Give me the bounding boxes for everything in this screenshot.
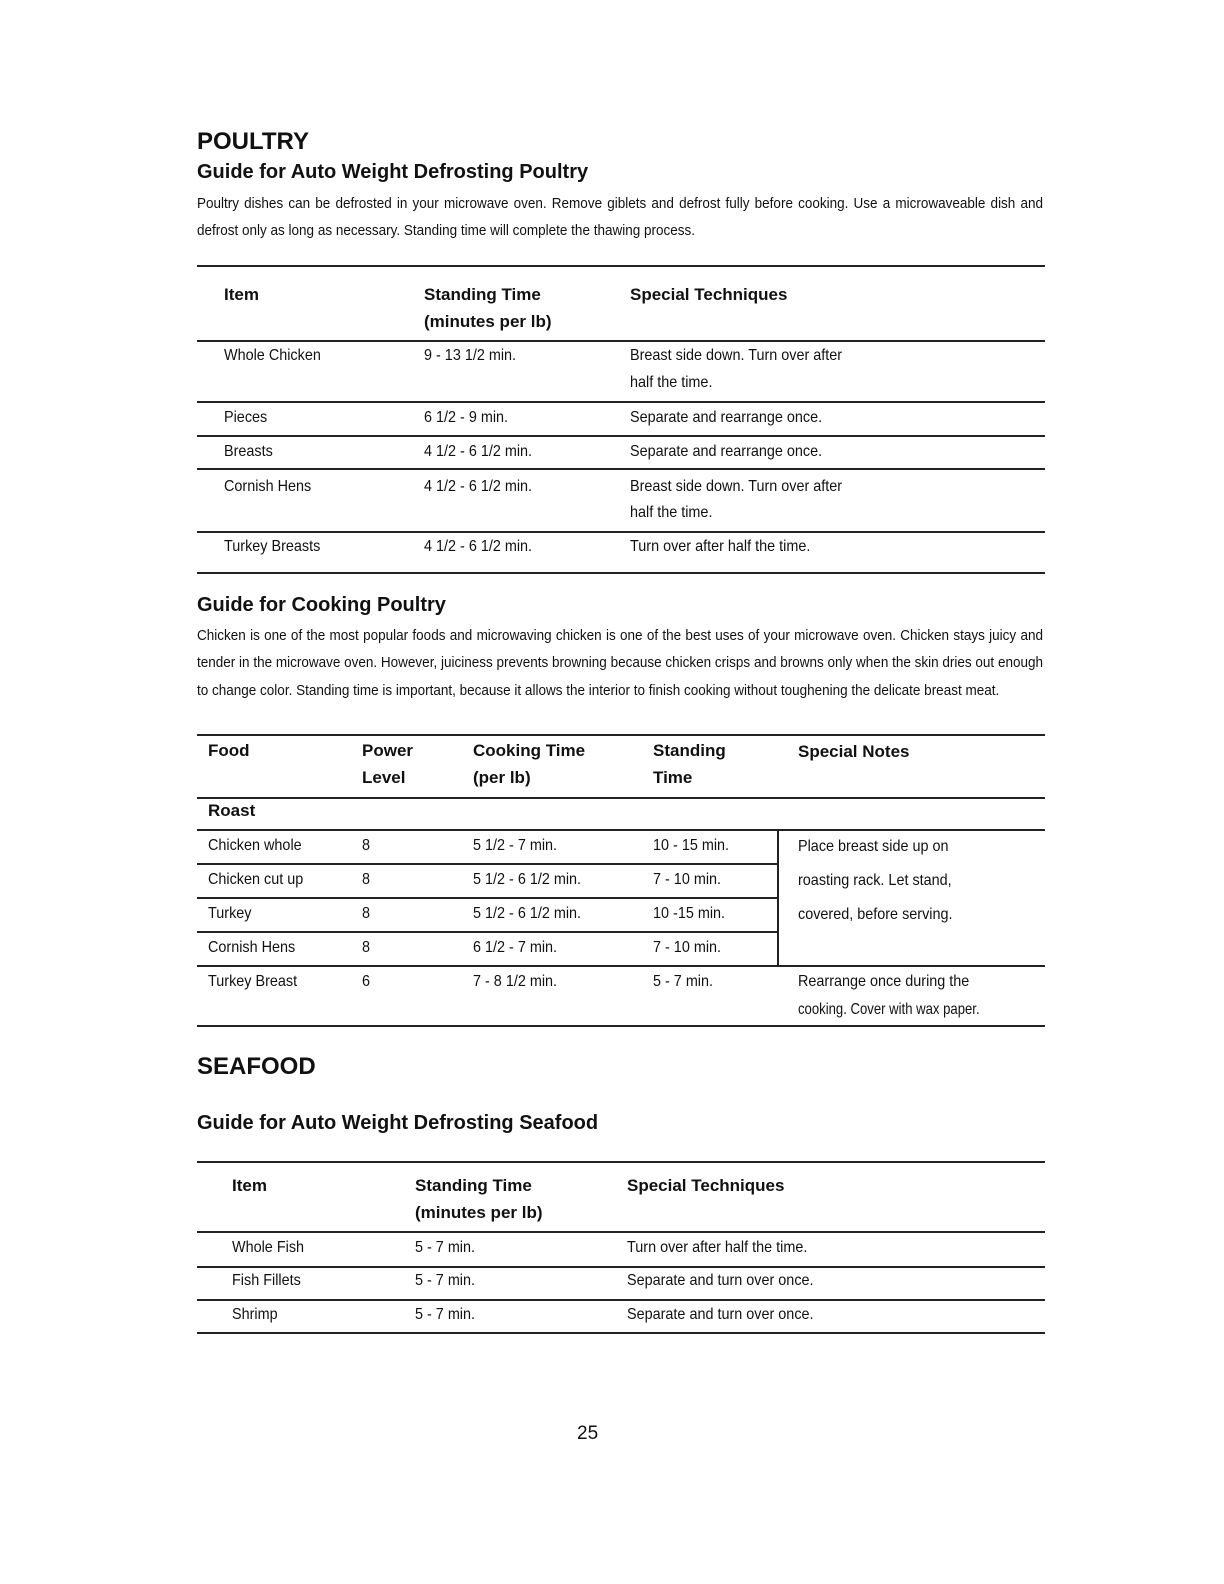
item-cell: Whole Fish [232,1239,305,1256]
header-power: Power [362,741,414,760]
defrost-seafood-title: Guide for Auto Weight Defrosting Seafood [197,1112,599,1134]
cook-cell: 6 1/2 - 7 min. [473,939,558,956]
table-rule [197,265,1045,267]
time-cell: 5 - 7 min. [415,1306,476,1323]
technique-cell: Turn over after half the time. [630,538,811,555]
technique-cell: Separate and turn over once. [627,1272,814,1289]
note-cell: Rearrange once during the [798,973,970,990]
cook-cell: 5 1/2 - 6 1/2 min. [473,871,582,888]
food-cell: Chicken whole [208,837,302,854]
technique-cell: Separate and turn over once. [627,1306,814,1323]
header-special-techniques: Special Techniques [627,1176,785,1195]
item-cell: Pieces [224,409,268,426]
header-cooking-time: Cooking Time [473,741,586,760]
header-standing-time-unit: (minutes per lb) [424,312,552,331]
table-rule [197,468,1045,470]
shared-note-line: covered, before serving. [798,906,953,923]
stand-cell: 7 - 10 min. [653,939,722,956]
header-cooking-time-unit: (per lb) [473,768,531,787]
table-rule [197,829,1045,831]
power-cell: 8 [362,905,371,922]
stand-cell: 10 -15 min. [653,905,726,922]
item-cell: Whole Chicken [224,347,321,364]
food-cell: Turkey Breast [208,973,298,990]
header-standing-time-unit: (minutes per lb) [415,1203,543,1222]
table-rule [197,897,778,899]
table-rule [197,931,778,933]
stand-cell: 10 - 15 min. [653,837,730,854]
table-rule [197,1161,1045,1163]
table-rule [197,965,1045,967]
power-cell: 8 [362,939,371,956]
header-special-techniques: Special Techniques [630,285,788,304]
header-power-level: Level [362,768,406,787]
item-cell: Fish Fillets [232,1272,301,1289]
technique-cell: Breast side down. Turn over after [630,478,843,495]
food-cell: Cornish Hens [208,939,296,956]
stand-cell: 5 - 7 min. [653,973,714,990]
time-cell: 4 1/2 - 6 1/2 min. [424,478,533,495]
time-cell: 6 1/2 - 9 min. [424,409,509,426]
header-standing-time: Standing Time [424,285,541,304]
header-item: Item [232,1176,267,1195]
table-rule [197,1266,1045,1268]
technique-cell: Separate and rearrange once. [630,409,823,426]
power-cell: 8 [362,837,371,854]
item-cell: Cornish Hens [224,478,312,495]
group-label-roast: Roast [208,801,256,820]
power-cell: 6 [362,973,371,990]
item-cell: Shrimp [232,1306,278,1323]
shared-note-line: roasting rack. Let stand, [798,872,952,889]
time-cell: 4 1/2 - 6 1/2 min. [424,538,533,555]
table-rule [197,1332,1045,1334]
time-cell: 9 - 13 1/2 min. [424,347,517,364]
time-cell: 4 1/2 - 6 1/2 min. [424,443,533,460]
cook-cell: 7 - 8 1/2 min. [473,973,558,990]
food-cell: Chicken cut up [208,871,304,888]
technique-cell-cont: half the time. [630,504,713,521]
time-cell: 5 - 7 min. [415,1272,476,1289]
technique-cell: Breast side down. Turn over after [630,347,843,364]
table-rule [197,863,778,865]
time-cell: 5 - 7 min. [415,1239,476,1256]
page-number: 25 [577,1423,599,1444]
shared-note-line: Place breast side up on [798,838,949,855]
table-rule [197,572,1045,574]
table-rule [197,1299,1045,1301]
item-cell: Breasts [224,443,273,460]
cooking-poultry-intro: Chicken is one of the most popular foods and microwaving chicken is one of the best uses of your microwave oven. Chicken stays juicy and tender in the microwave oven. However, juiciness prevents browning because chicken crisps and browns only when the skin dries out enough to change color. Standing time is important, because it allows the interior to finish cooking without toughening the delicate breast meat. [197,627,1043,699]
defrost-poultry-title: Guide for Auto Weight Defrosting Poultry [197,161,589,183]
table-rule [197,531,1045,533]
header-standing-time: Time [653,768,693,787]
table-rule [197,797,1045,799]
header-special-notes: Special Notes [798,742,910,761]
header-item: Item [224,285,259,304]
section-heading-poultry: POULTRY [197,128,309,155]
section-heading-seafood: SEAFOOD [197,1053,316,1080]
defrost-poultry-intro: Poultry dishes can be defrosted in your microwave oven. Remove giblets and defrost fully before cooking. Use a microwaveable dish and defrost only as long as necessary. Standing time will complete the thawing process. [197,195,1043,240]
table-rule [197,1231,1045,1233]
note-cell-cont: cooking. Cover with wax paper. [798,1001,980,1018]
technique-cell: Turn over after half the time. [627,1239,808,1256]
power-cell: 8 [362,871,371,888]
food-cell: Turkey [208,905,252,922]
header-food: Food [208,741,250,760]
table-rule [197,1025,1045,1027]
cooking-poultry-title: Guide for Cooking Poultry [197,594,446,616]
technique-cell: Separate and rearrange once. [630,443,823,460]
item-cell: Turkey Breasts [224,538,321,555]
table-rule [197,734,1045,736]
table-rule [197,401,1045,403]
cook-cell: 5 1/2 - 7 min. [473,837,558,854]
table-rule [197,435,1045,437]
stand-cell: 7 - 10 min. [653,871,722,888]
header-standing-time: Standing Time [415,1176,532,1195]
cook-cell: 5 1/2 - 6 1/2 min. [473,905,582,922]
technique-cell-cont: half the time. [630,374,713,391]
table-rule [197,340,1045,342]
header-standing: Standing [653,741,726,760]
